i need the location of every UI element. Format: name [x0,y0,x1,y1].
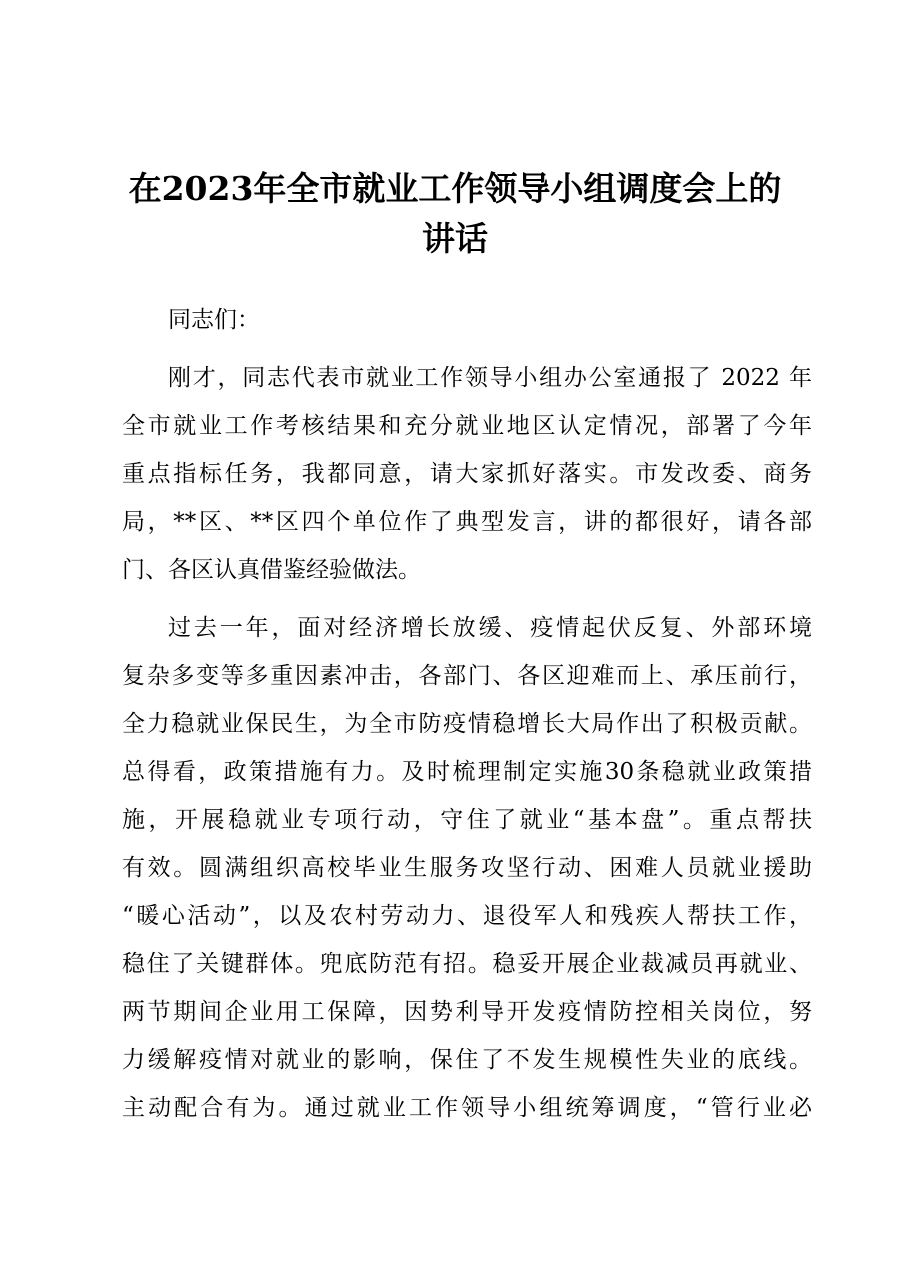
paragraph-line: 施，开展稳就业专项行动，守住了就业“基本盘”。重点帮扶 [122,807,812,833]
paragraph-line: 全市就业工作考核结果和充分就业地区认定情况，部署了今年 [122,413,812,439]
paragraph-2 [122,604,812,1132]
document-body [122,296,812,1132]
document-title [110,164,800,264]
paragraph-line: 总得看，政策措施有力。及时梳理制定实施30条稳就业政策措 [122,759,812,785]
paragraph-line: 刚才，同志代表市就业工作领导小组办公室通报了 2022 年 [168,365,812,391]
paragraph-line: 有效。圆满组织高校毕业生服务攻坚行动、困难人员就业援助 [122,855,812,881]
paragraph-line: 两节期间企业用工保障，因势利导开发疫情防控相关岗位，努 [122,999,812,1025]
paragraph-line: 复杂多变等多重因素冲击，各部门、各区迎难而上、承压前行， [122,663,812,689]
paragraph-line: 过去一年，面对经济增长放缓、疫情起伏反复、外部环境 [168,615,812,641]
paragraph-line: 局，**区、**区四个单位作了典型发言，讲的都很好，请各部 [122,509,812,535]
title-line-2: 讲话 [422,219,488,258]
paragraph-line: 稳住了关键群体。兜底防范有招。稳妥开展企业裁减员再就业、 [122,951,812,977]
paragraph-1 [122,354,812,594]
paragraph-line: 门、各区认真借鉴经验做法。 [122,557,421,583]
paragraph-line: 重点指标任务，我都同意，请大家抓好落实。市发改委、商务 [122,461,812,487]
paragraph-line: 全力稳就业保民生，为全市防疫情稳增长大局作出了积极贡献。 [122,711,812,737]
paragraph-line: 力缓解疫情对就业的影响，保住了不发生规模性失业的底线。 [122,1047,812,1073]
title-line-1: 在2023年全市就业工作领导小组调度会上的 [128,169,782,208]
paragraph-line: 主动配合有为。通过就业工作领导小组统筹调度，“管行业必 [122,1095,812,1121]
salutation: 同志们： [168,307,260,333]
paragraph-line: “暖心活动”，以及农村劳动力、退役军人和残疾人帮扶工作， [122,903,812,929]
